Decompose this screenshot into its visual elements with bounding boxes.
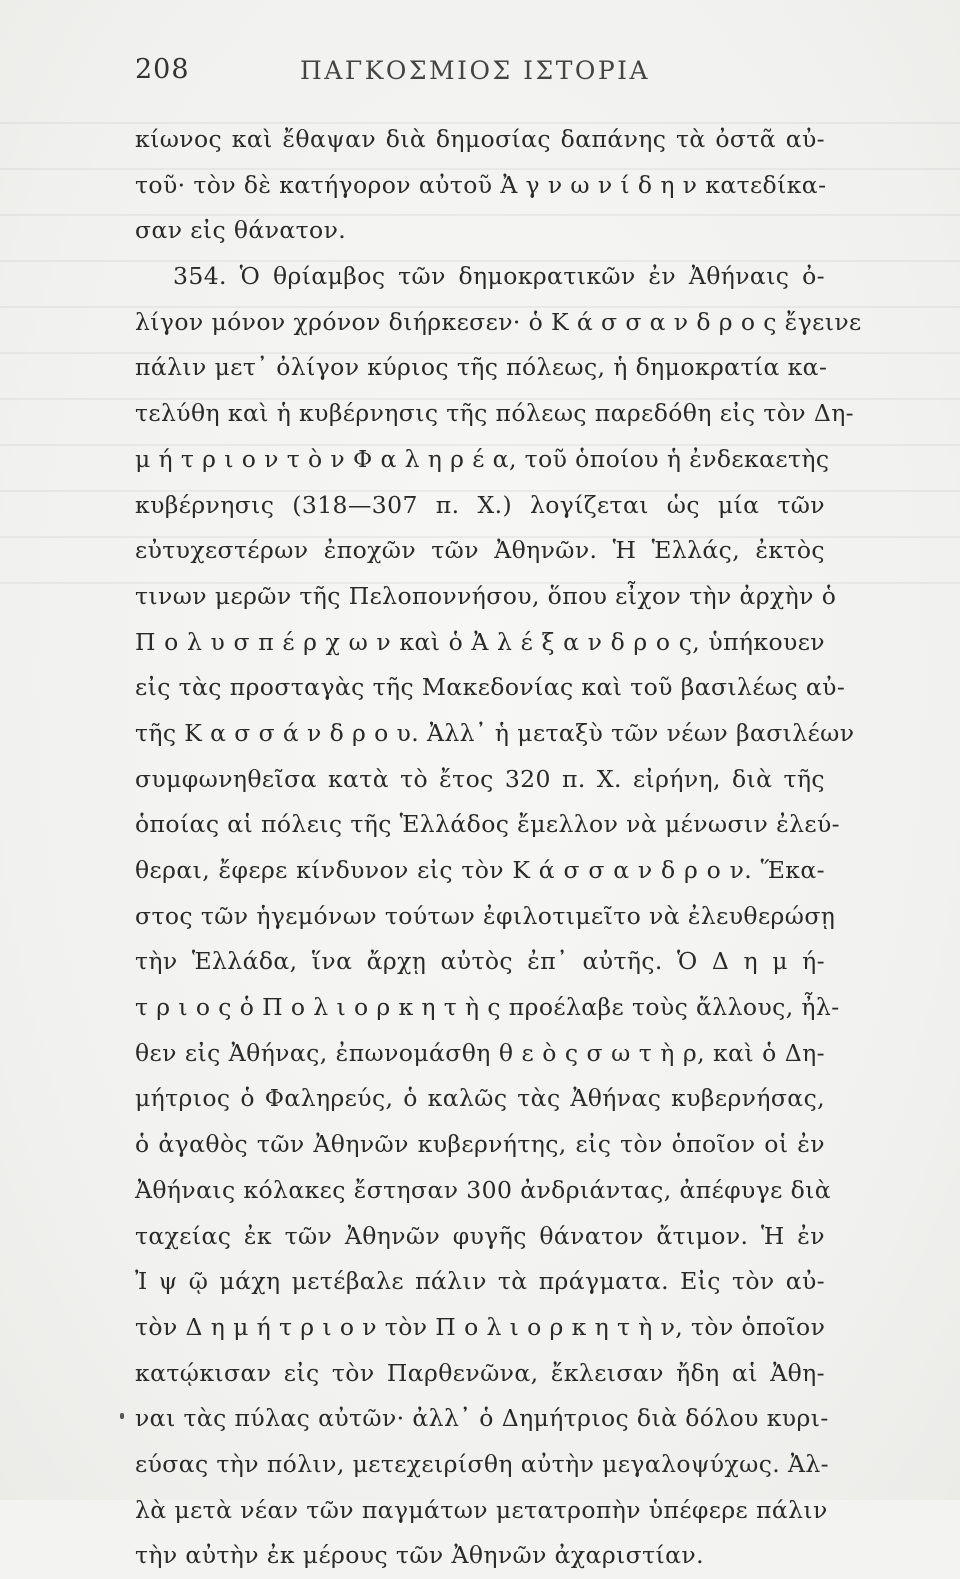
body-text [135,117,862,1579]
text-line: τοῦ· τὸν δὲ κατήγορον αὐτοῦ Ἀ γ ν ω ν ί δ η ν κατεδίκα- [135,170,827,199]
text-line: μ ή τ ρ ι ο ν τ ὸ ν Φ α λ η ρ έ α, τοῦ ὁποίου ἡ ἐνδεκαετὴς [135,444,830,473]
text-line: τὴν Ἑλλάδα, ἵνα ἄρχῃ αὐτὸς ἐπ᾽ αὐτῆς. Ὁ Δ η μ ή- [135,947,825,976]
text-line: ὁποίας αἱ πόλεις τῆς Ἑλλάδος ἔμελλον νὰ μένωσιν ἐλεύ- [135,810,840,839]
page-number: 208 [135,54,190,85]
text-line: ναι τὰς πύλας αὐτῶν· ἀλλ᾽ ὁ Δημήτριος διὰ δόλου κυρι- [135,1404,829,1433]
text-line: Ἀθήναις κόλακες ἔστησαν 300 ἀνδριάντας, ἀπέφυγε διὰ [135,1175,832,1204]
text-line: μήτριος ὁ Φαληρεύς, ὁ καλῶς τὰς Ἀθήνας κυβερνήσας, [135,1084,825,1113]
text-line: σαν εἰς θάνατον. [135,216,347,245]
text-line: τὴν αὐτὴν ἐκ μέρους τῶν Ἀθηνῶν ἀχαριστίαν. [135,1541,704,1570]
running-title: ΠΑΓΚΟΣΜΙΟΣ ΙΣΤΟΡΙΑ [300,56,651,85]
text-line: συμφωνηθεῖσα κατὰ τὸ ἔτος 320 π. Χ. εἰρήνη, διὰ τῆς [135,764,825,793]
text-line: πάλιν μετ᾽ ὀλίγον κύριος τῆς πόλεως, ἡ δημοκρατία κα- [135,353,828,382]
text-line: λὰ μετὰ νέαν τῶν παγμάτων μετατροπὴν ὑπέφερε πάλιν [135,1495,828,1524]
text-line: Ἰ ψ ῷ μάχη μετέβαλε πάλιν τὰ πράγματα. Εἰς τὸν αὐ- [135,1267,825,1296]
text-line: Π ο λ υ σ π έ ρ χ ω ν καὶ ὁ Ἀ λ έ ξ α ν δ ρ ο ς, ὑπήκουεν [135,627,825,656]
text-line: θεν εἰς Ἀθήνας, ἐπωνομάσθη θ ε ὸ ς σ ω τ ὴ ρ, καὶ ὁ Δη- [135,1038,825,1067]
text-line: θεραι, ἔφερε κίνδυνον εἰς τὸν Κ ά σ σ α ν δ ρ ο ν. Ἕκα- [135,856,825,884]
text-line: κυβέρνησις (318—307 π. Χ.) λογίζεται ὡς μία τῶν [135,490,825,519]
text-line: κατῴκισαν εἰς τὸν Παρθενῶνα, ἔκλεισαν ἤδη αἱ Ἀθη- [135,1358,825,1387]
text-line: εἰς τὰς προσταγὰς τῆς Μακεδονίας καὶ τοῦ βασιλέως αὐ- [135,673,846,702]
text-line: στος τῶν ἡγεμόνων τούτων ἐφιλοτιμεῖτο νὰ ἐλευθερώσῃ [135,901,836,930]
text-line: ταχείας ἐκ τῶν Ἀθηνῶν φυγῆς θάνατον ἄτιμον. Ἡ ἐν [135,1221,825,1250]
page-header [135,54,825,94]
text-line: κίωνος καὶ ἔθαψαν διὰ δημοσίας δαπάνης τὰ ὀστᾶ αὐ- [135,125,825,153]
text-line: τὸν Δ η μ ή τ ρ ι ο ν τὸν Π ο λ ι ο ρ κ η τ ὴ ν, τὸν ὁποῖον [135,1312,826,1341]
text-line: τῆς Κ α σ σ ά ν δ ρ ο υ. Ἀλλ᾽ ἡ μεταξὺ τῶν νέων βασιλέων [135,718,855,747]
text-line: ὁ ἀγαθὸς τῶν Ἀθηνῶν κυβερνήτης, εἰς τὸν ὁποῖον οἱ ἐν [135,1130,825,1159]
text-line: εὐτυχεστέρων ἐποχῶν τῶν Ἀθηνῶν. Ἡ Ἑλλάς, ἐκτὸς [135,536,825,565]
ink-speck [120,1413,124,1419]
text-line: τελύθη καὶ ἡ κυβέρνησις τῆς πόλεως παρεδόθη εἰς τὸν Δη- [135,399,855,428]
text-line: τ ρ ι ο ς ὁ Π ο λ ι ο ρ κ η τ ὴ ς προέλαβε τοὺς ἄλλους, ἦλ- [135,993,840,1022]
text-line: λίγον μόνον χρόνον διήρκεσεν· ὁ Κ ά σ σ α ν δ ρ ο ς ἔγεινε [135,307,862,336]
paragraph-start-line: 354. Ὁ θρίαμβος τῶν δημοκρατικῶν ἐν Ἀθήναις ὀ- [173,262,825,291]
text-line: εύσας τὴν πόλιν, μετεχειρίσθη αὐτὴν μεγαλοψύχως. Ἀλ- [135,1449,830,1478]
text-line: τινων μερῶν τῆς Πελοποννήσου, ὅπου εἶχον τὴν ἀρχὴν ὁ [135,581,837,610]
